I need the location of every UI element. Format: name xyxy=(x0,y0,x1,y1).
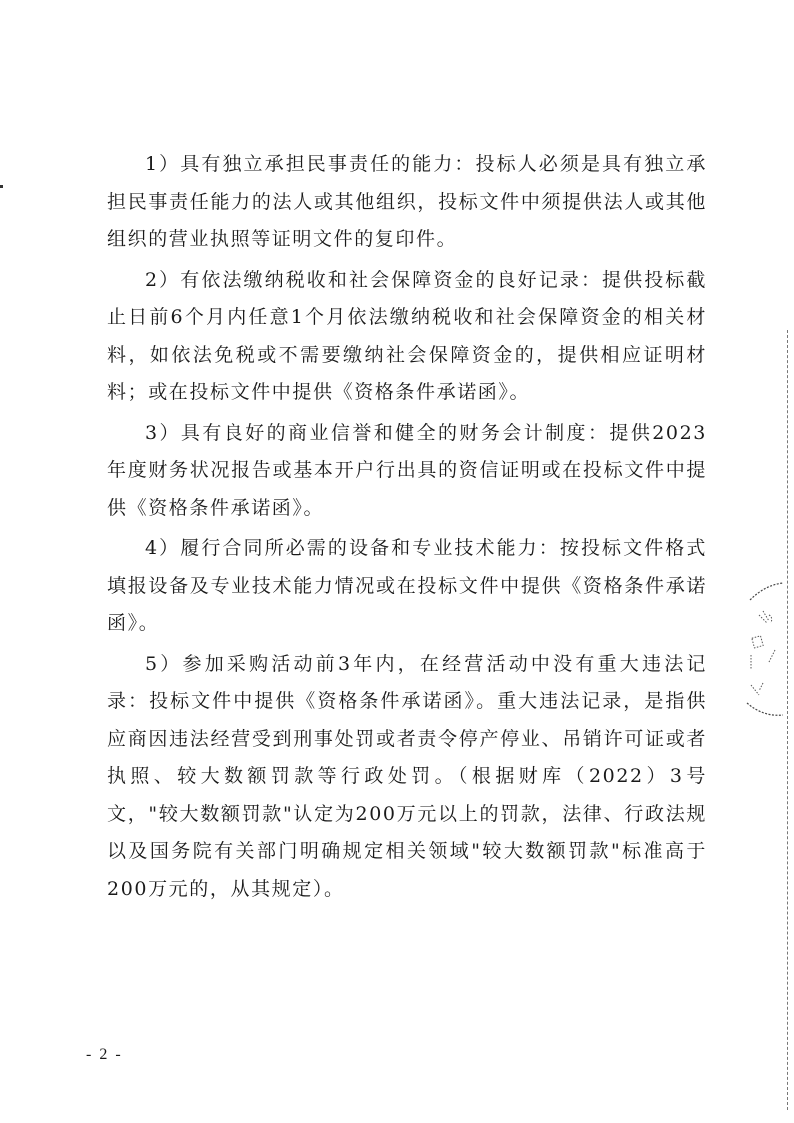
paragraph-3-business-reputation: 3）具有良好的商业信誉和健全的财务会计制度：提供2023年度财务状况报告或基本开户行出具的资信证明或在投标文件中提供《资格条件承诺函》。 xyxy=(107,421,707,519)
page-number: - 2 - xyxy=(86,1046,123,1063)
binding-edge-line xyxy=(787,330,788,1110)
scan-mark xyxy=(0,185,3,188)
seal-stamp-fragment-icon xyxy=(745,575,785,725)
paragraph-2-tax-social-security: 2）有依法缴纳税收和社会保障资金的良好记录：提供投标截止日前6个月内任意1个月依法缴纳税收和社会保障资金的相关材料，如依法免税或不需要缴纳社会保障资金的，提供相应证明材料；或在投标文件中提供《资格条件承诺函》。 xyxy=(107,268,707,403)
paragraph-4-equipment-capability: 4）履行合同所必需的设备和专业技术能力：按投标文件格式填报设备及专业技术能力情况或在投标文件中提供《资格条件承诺函》。 xyxy=(107,537,707,634)
paragraph-5-no-major-violations: 5）参加采购活动前3年内，在经营活动中没有重大违法记录：投标文件中提供《资格条件承诺函》。重大违法记录，是指供应商因违法经营受到刑事处罚或者责令停产停业、吊销许可证或者执照、较大数额罚款等行政处罚。（根据财库（2022）3号文，"较大数额罚款"认定为200万元以上的罚款，法律、行政法规以及国务院有关部门明确规定相关领域"较大数额罚款"标准高于200万元的，从其规定）。 xyxy=(107,652,707,900)
document-body xyxy=(107,146,707,911)
paragraph-1-civil-liability: 1）具有独立承担民事责任的能力：投标人必须是具有独立承担民事责任能力的法人或其他组织，投标文件中须提供法人或其他组织的营业执照等证明文件的复印件。 xyxy=(107,153,707,250)
